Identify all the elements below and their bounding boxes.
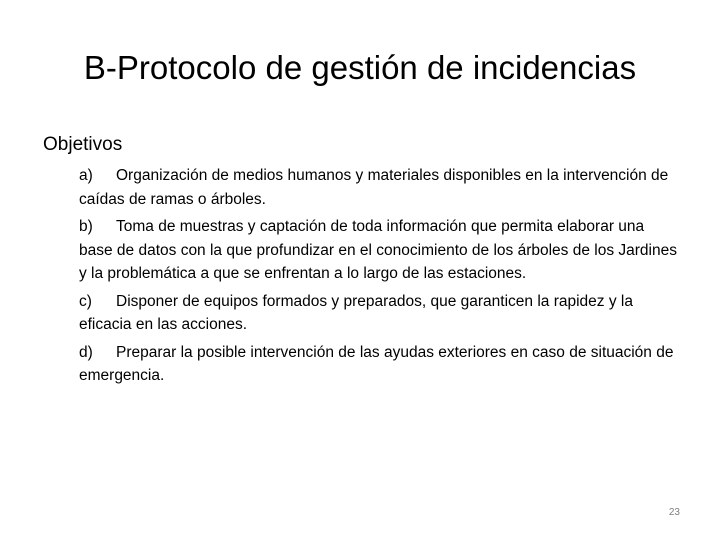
list-item-text: Disponer de equipos formados y preparados, que garanticen la rapidez y la eficacia en las acciones. <box>79 292 633 333</box>
list-item <box>79 164 679 211</box>
slide-title: B-Protocolo de gestión de incidencias <box>83 49 637 86</box>
list-item <box>79 215 679 286</box>
list-item-text: Toma de muestras y captación de toda información que permita elaborar una base de datos con la que profundizar en el conocimiento de los árboles de los Jardines y la problemática a que se enfrentan a lo largo de las estaciones. <box>79 218 677 282</box>
list-item-marker: c) <box>79 292 92 310</box>
list-item-text: Preparar la posible intervención de las ayudas exteriores en caso de situación de emergencia. <box>79 343 674 384</box>
page-number: 23 <box>668 507 680 518</box>
list-item-marker: a) <box>79 167 93 184</box>
list-item-text: Organización de medios humanos y materiales disponibles en la intervención de caídas de ramas o árboles. <box>79 167 669 208</box>
list-item <box>79 290 679 337</box>
section-heading: Objetivos <box>43 134 123 155</box>
list-item-marker: b) <box>79 218 93 235</box>
objectives-list <box>79 164 679 392</box>
list-item-marker: d) <box>79 343 93 361</box>
list-item <box>79 341 679 388</box>
